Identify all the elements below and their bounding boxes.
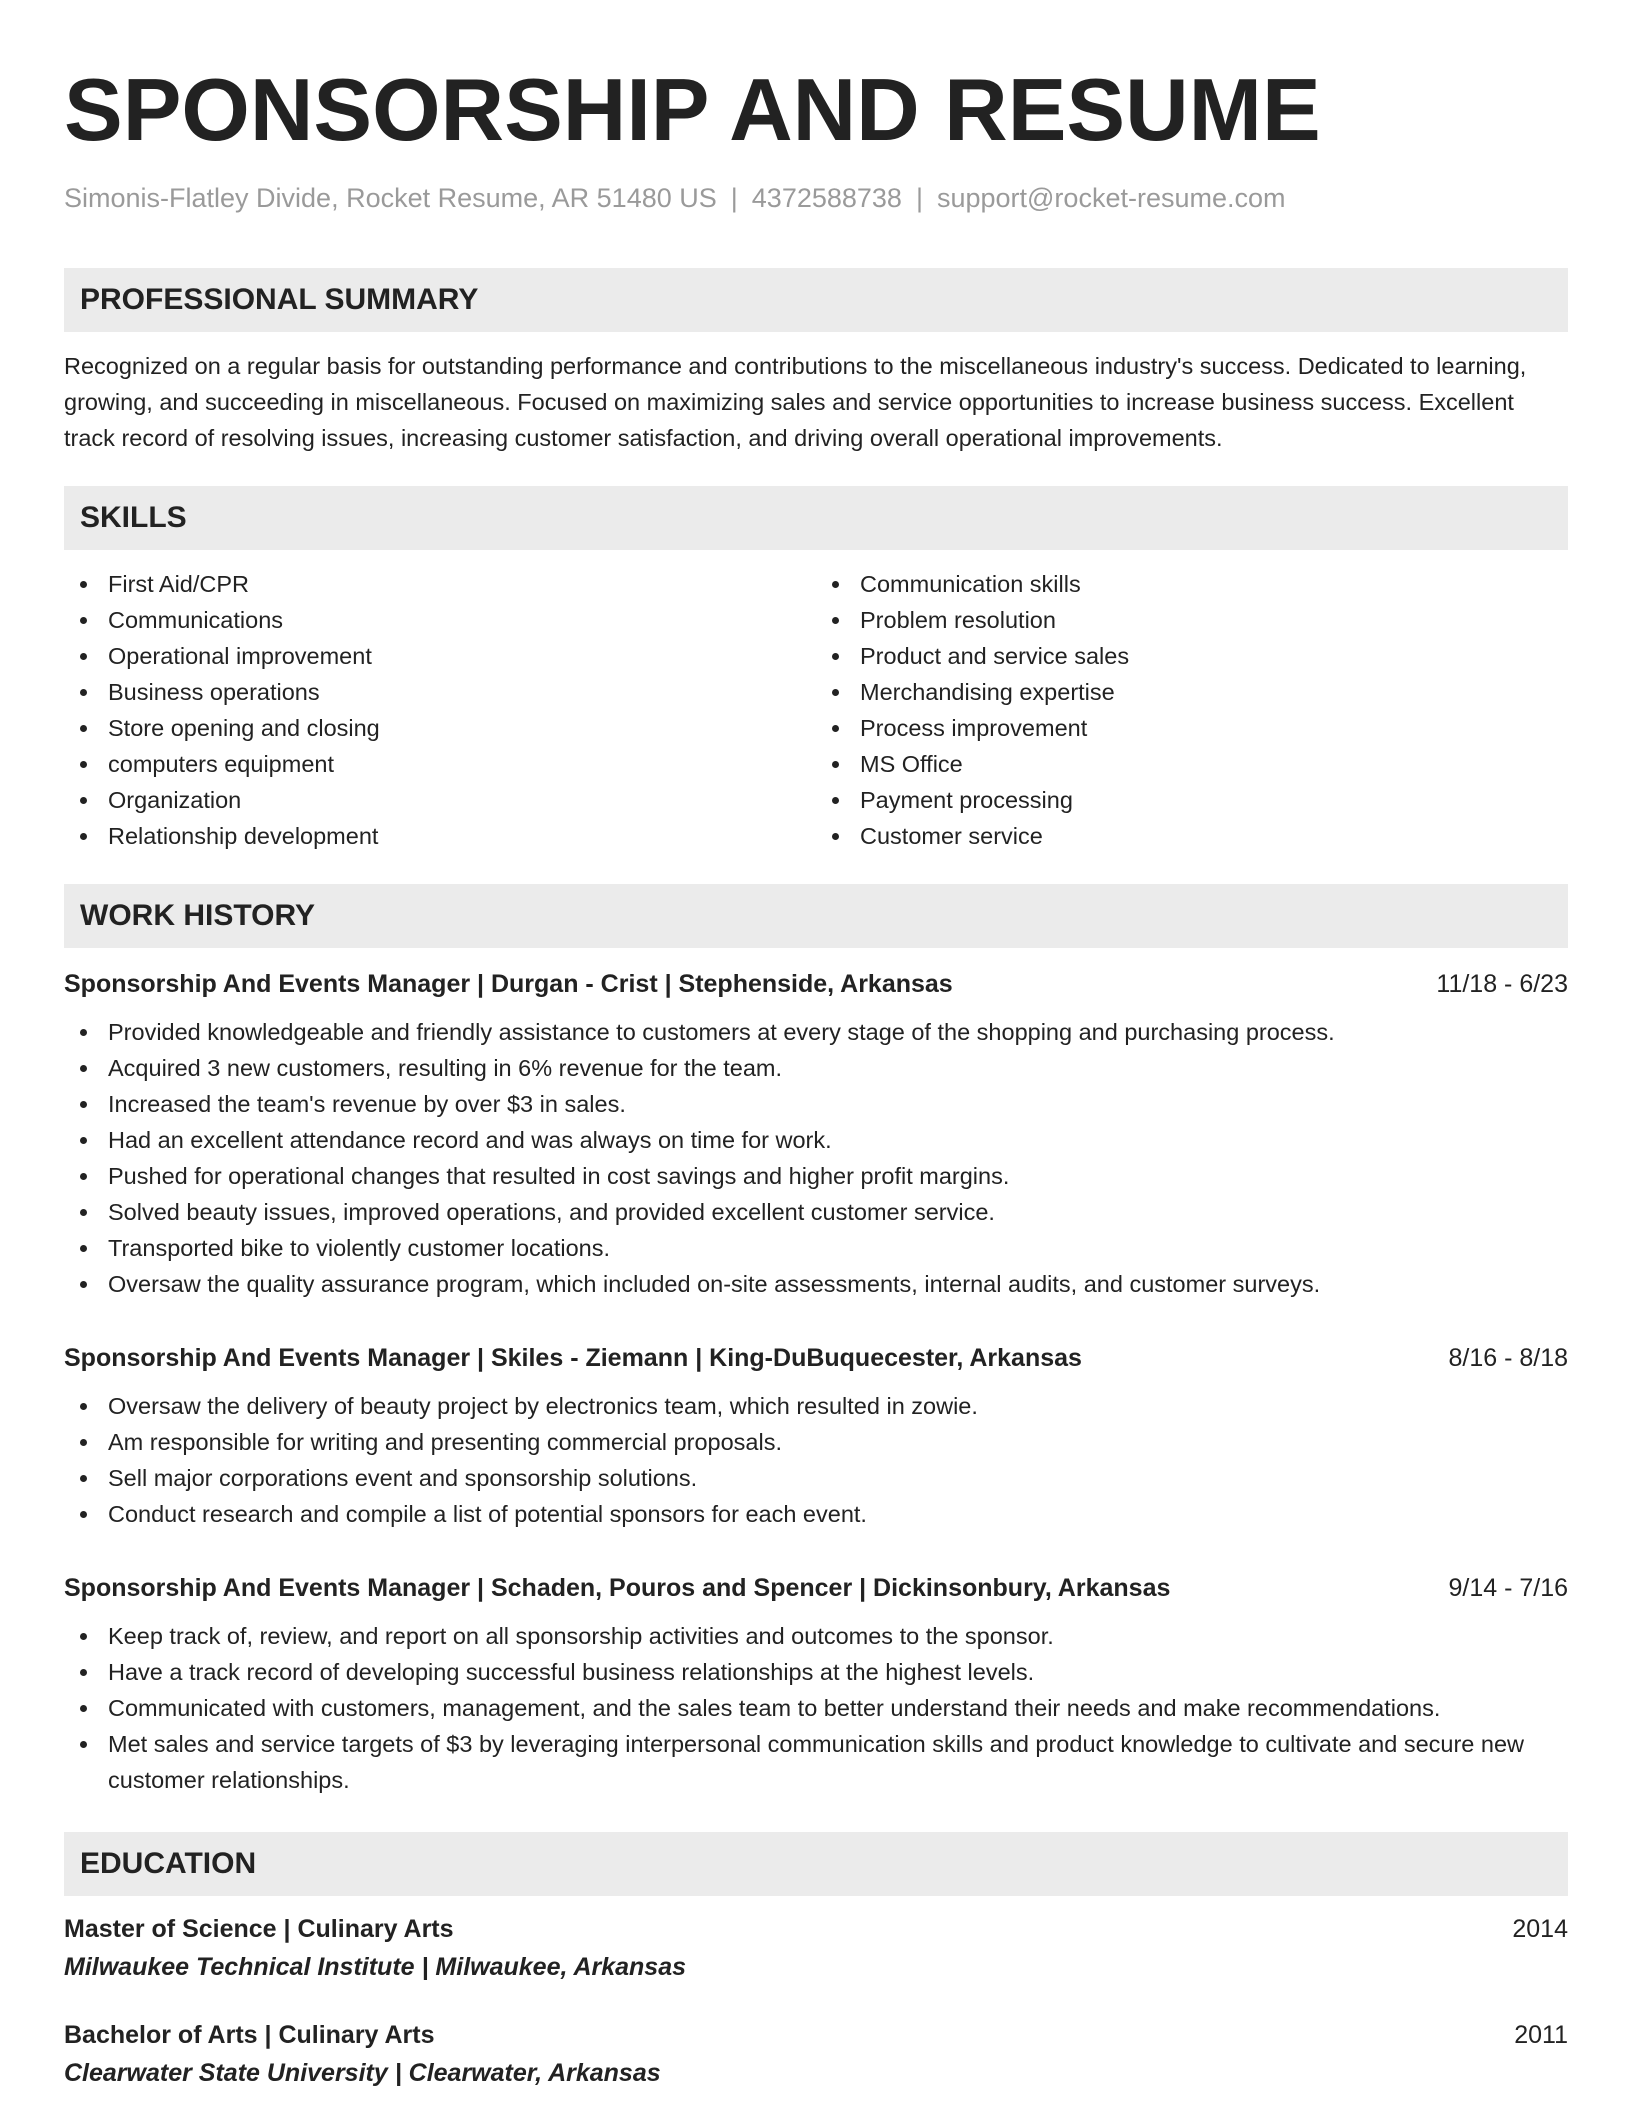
education-degree: Master of Science | Culinary Arts	[64, 1915, 454, 1944]
list-item: Sell major corporations event and sponsorship solutions.	[64, 1460, 1568, 1496]
contact-address: Simonis-Flatley Divide, Rocket Resume, AR 51480 US	[64, 183, 717, 213]
skills-list	[816, 566, 1568, 854]
job-entry	[64, 1336, 1568, 1532]
work-history-heading: WORK HISTORY	[64, 884, 1568, 948]
job-title: Sponsorship And Events Manager | Durgan - Crist | Stephenside, Arkansas	[64, 970, 953, 999]
list-item: Product and service sales	[816, 638, 1568, 674]
work-history-section	[64, 884, 1568, 1798]
list-item: Process improvement	[816, 710, 1568, 746]
job-bullets	[64, 1618, 1568, 1798]
education-school: Milwaukee Technical Institute | Milwaukee, Arkansas	[64, 1953, 687, 1982]
job-header	[64, 1566, 1568, 1610]
list-item: Problem resolution	[816, 602, 1568, 638]
list-item: Have a track record of developing successful business relationships at the highest levels.	[64, 1654, 1568, 1690]
skills-list	[64, 566, 816, 854]
summary-section	[64, 268, 1568, 456]
education-header	[64, 1910, 1568, 1948]
list-item: Transported bike to violently customer locations.	[64, 1230, 1568, 1266]
education-entry	[64, 1910, 1568, 1986]
job-title: Sponsorship And Events Manager | Schaden, Pouros and Spencer | Dickinsonbury, Arkansas	[64, 1574, 1171, 1603]
summary-heading: PROFESSIONAL SUMMARY	[64, 268, 1568, 332]
skills-heading: SKILLS	[64, 486, 1568, 550]
job-dates: 8/16 - 8/18	[1448, 1344, 1568, 1373]
list-item: Customer service	[816, 818, 1568, 854]
list-item: Payment processing	[816, 782, 1568, 818]
job-dates: 11/18 - 6/23	[1436, 970, 1568, 999]
job-header	[64, 962, 1568, 1006]
list-item: Communicated with customers, management, and the sales team to better understand their needs and make recommendations.	[64, 1690, 1568, 1726]
list-item: Acquired 3 new customers, resulting in 6% revenue for the team.	[64, 1050, 1568, 1086]
contact-phone: 4372588738	[751, 183, 902, 213]
list-item: Increased the team's revenue by over $3 in sales.	[64, 1086, 1568, 1122]
education-year: 2011	[1514, 2021, 1568, 2050]
job-title: Sponsorship And Events Manager | Skiles - Ziemann | King-DuBuquecester, Arkansas	[64, 1344, 1082, 1373]
skills-grid	[64, 566, 1568, 854]
education-year: 2014	[1512, 1915, 1568, 1944]
job-header	[64, 1336, 1568, 1380]
list-item: computers equipment	[64, 746, 816, 782]
skills-section	[64, 486, 1568, 854]
contact-email: support@rocket-resume.com	[936, 183, 1286, 213]
list-item: Organization	[64, 782, 816, 818]
list-item: First Aid/CPR	[64, 566, 816, 602]
list-item: Met sales and service targets of $3 by leveraging interpersonal communication skills and product knowledge to cultivate and secure new customer relationships.	[64, 1726, 1568, 1798]
list-item: Communication skills	[816, 566, 1568, 602]
list-item: Had an excellent attendance record and was always on time for work.	[64, 1122, 1568, 1158]
education-header	[64, 2016, 1568, 2054]
resume-name: SPONSORSHIP AND RESUME	[64, 60, 1321, 159]
education-school: Clearwater State University | Clearwater, Arkansas	[64, 2059, 661, 2088]
contact-separator: |	[730, 183, 738, 213]
job-bullets	[64, 1014, 1568, 1302]
contact-line	[64, 182, 1568, 214]
list-item: Business operations	[64, 674, 816, 710]
list-item: Store opening and closing	[64, 710, 816, 746]
list-item: Communications	[64, 602, 816, 638]
list-item: Solved beauty issues, improved operations, and provided excellent customer service.	[64, 1194, 1568, 1230]
education-degree: Bachelor of Arts | Culinary Arts	[64, 2021, 435, 2050]
list-item: Keep track of, review, and report on all sponsorship activities and outcomes to the sponsor.	[64, 1618, 1568, 1654]
list-item: Pushed for operational changes that resulted in cost savings and higher profit margins.	[64, 1158, 1568, 1194]
contact-separator: |	[915, 183, 923, 213]
list-item: Oversaw the delivery of beauty project by electronics team, which resulted in zowie.	[64, 1388, 1568, 1424]
list-item: Am responsible for writing and presenting commercial proposals.	[64, 1424, 1568, 1460]
summary-text: Recognized on a regular basis for outstanding performance and contributions to the miscellaneous industry's success. Dedicated to learning, growing, and succeeding in miscellaneous. Focused on maximizing sales and service opportunities to increase business success. Excellent track record of resolving issues, increasing customer satisfaction, and driving overall operational improvements.	[64, 353, 1527, 452]
job-entry	[64, 962, 1568, 1302]
list-item: Provided knowledgeable and friendly assistance to customers at every stage of the shopping and purchasing process.	[64, 1014, 1568, 1050]
list-item: Conduct research and compile a list of potential sponsors for each event.	[64, 1496, 1568, 1532]
education-section	[64, 1832, 1568, 2092]
list-item: Operational improvement	[64, 638, 816, 674]
job-dates: 9/14 - 7/16	[1448, 1574, 1568, 1603]
list-item: Merchandising expertise	[816, 674, 1568, 710]
list-item: Oversaw the quality assurance program, which included on-site assessments, internal audits, and customer surveys.	[64, 1266, 1568, 1302]
skills-column-left	[64, 566, 816, 854]
list-item: Relationship development	[64, 818, 816, 854]
list-item: MS Office	[816, 746, 1568, 782]
education-heading: EDUCATION	[64, 1832, 1568, 1896]
education-entry	[64, 2016, 1568, 2092]
skills-column-right	[816, 566, 1568, 854]
job-bullets	[64, 1388, 1568, 1532]
job-entry	[64, 1566, 1568, 1798]
